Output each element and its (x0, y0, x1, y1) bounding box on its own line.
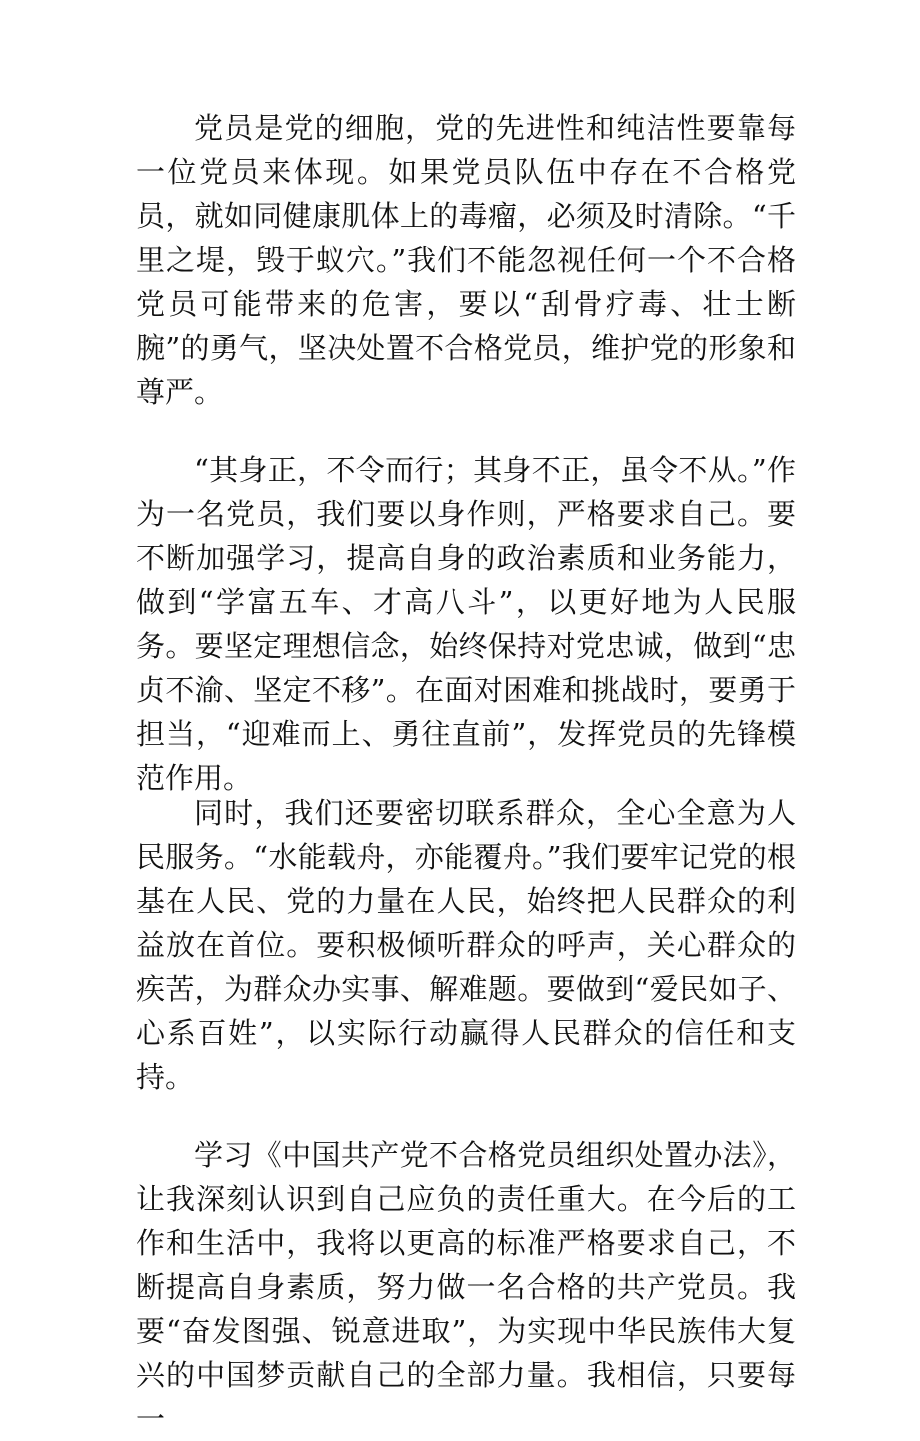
paragraph-1: 党员是党的细胞，党的先进性和纯洁性要靠每一位党员来体现。如果党员队伍中存在不合格党员，就如同健康肌体上的毒瘤，必须及时清除。“千里之堤，毁于蚁穴。”我们不能忽视任何一个不合格党员可能带来的危害，要以“刮骨疗毒、壮士断腕”的勇气，坚决处置不合格党员，维护党的形象和尊严。 (136, 111, 796, 409)
paragraph-3: 同时，我们还要密切联系群众，全心全意为人民服务。“水能载舟，亦能覆舟。”我们要牢记党的根基在人民、党的力量在人民，始终把人民群众的利益放在首位。要积极倾听群众的呼声，关心群众的疾苦，为群众办实事、解难题。要做到“爱民如子、心系百姓”，以实际行动赢得人民群众的信任和支持。 (136, 796, 796, 1094)
paragraph-4: 学习《中国共产党不合格党员组织处置办法》，让我深刻认识到自己应负的责任重大。在今后的工作和生活中，我将以更高的标准严格要求自己，不断提高自身素质，努力做一名合格的共产党员。我要“奋发图强、锐意进取”，为实现中华民族伟大复兴的中国梦贡献自己的全部力量。我相信，只要每一 (136, 1138, 796, 1436)
paragraph-2: “其身正，不令而行；其身不正，虽令不从。”作为一名党员，我们要以身作则，严格要求自己。要不断加强学习，提高自身的政治素质和业务能力，做到“学富五车、才高八斗”，以更好地为人民服务。要坚定理想信念，始终保持对党忠诚，做到“忠贞不渝、坚定不移”。在面对困难和挑战时，要勇于担当，“迎难而上、勇往直前”，发挥党员的先锋模范作用。 (136, 453, 796, 795)
